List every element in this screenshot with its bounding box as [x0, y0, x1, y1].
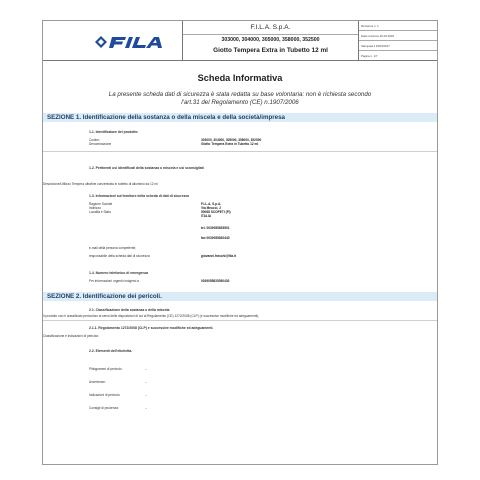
hazard-statements-value: -- — [145, 393, 148, 397]
telephone-value: tel. 0039055835501 — [201, 226, 230, 230]
divider — [43, 320, 437, 321]
ragione-sociale-label: Ragione Sociale — [89, 202, 113, 206]
precautionary-label: Consigli di prudenza: — [89, 406, 119, 410]
document-page — [42, 20, 438, 465]
divider — [43, 151, 437, 152]
emergency-label: Per informazioni urgenti rivolgersi a — [89, 279, 139, 283]
logo-cell — [43, 21, 183, 61]
logo-letter-1 — [109, 37, 126, 48]
revision-date-row: Data revisione 29-03-2018 — [359, 31, 437, 41]
emergency-value: 0039055835050430 — [201, 279, 230, 283]
denominazione-label: Denominazione — [89, 142, 112, 146]
section-2-title: SEZIONE 2. Identificazione dei pericoli. — [47, 293, 162, 300]
localita-label: Località e Stato — [89, 210, 111, 214]
subsection-1-3-heading: 1.3. Informazioni sul fornitore della scheda di dati di sicurezza — [89, 194, 189, 198]
subsection-1-4-heading: 1.4. Numero telefonico di emergenza — [89, 271, 148, 275]
product-codes: 303000, 304000, 305000, 358000, 352500 — [221, 37, 320, 43]
intro-line-1: La presente scheda dati di sicurezza è stata redatta su base volontaria: non è richiesta secondo — [108, 91, 372, 98]
stato-value: ITALIA — [201, 214, 212, 218]
ragione-sociale-value: F.I.L.A. S.p.A. — [201, 202, 222, 206]
precautionary-value: -- — [145, 406, 148, 410]
product-name: Giotto Tempera Extra in Tubetto 12 ml — [213, 47, 328, 54]
company-name: F.I.L.A. S.p.A. — [183, 21, 358, 35]
email-person-label: e-mail della persona competente, — [89, 246, 137, 250]
header-title-cell — [183, 21, 359, 61]
warnings-value: -- — [145, 380, 148, 384]
document-title: Scheda Informativa — [197, 73, 283, 83]
document-header — [43, 21, 437, 61]
indirizzo-label: Indirizzo — [89, 206, 101, 210]
classification-indications-text: Classificazione e indicazioni di pericolo: — [43, 334, 99, 338]
subsection-1-2-heading: 1.2. Pertinenti usi identificati della sostanza o miscela e usi sconsigliati — [89, 166, 204, 170]
pictograms-label: Pittogrammi di pericolo: — [89, 367, 123, 371]
hazard-statements-label: Indicazioni di pericolo: — [89, 393, 121, 397]
codice-label: Codice: — [89, 138, 100, 142]
intro-line-2: l'art.31 del Regolamento (CE) n.1907/2006 — [181, 99, 299, 106]
responsible-label: responsabile della scheda dati di sicurezza — [89, 254, 150, 258]
denominazione-value: Giotto Tempera Extra in Tubetto 12 ml — [201, 142, 259, 146]
revision-info — [359, 21, 437, 61]
codice-value: 303000, 304000, 305000, 358000, 352500 — [201, 138, 262, 142]
localita-value: 50068 SCOPETI (FI) — [201, 210, 231, 214]
subsection-2-1-1-heading: 2.1.1. Regolamento 1272/2008 (CLP) e successive modifiche ed adeguamenti. — [89, 326, 214, 330]
indirizzo-value: Via Meucci, 2 — [201, 206, 221, 210]
page-number-row: Pagina n. 1/7 — [361, 54, 378, 58]
logo-letter-3 — [132, 37, 146, 48]
email-value: giovanni.fraschi@fila.it — [201, 254, 236, 258]
uses-text: Descrizione/Utilizzo Tempera ultrafine concentrata in tubetto di alluminio da 12 ml — [43, 182, 158, 186]
logo-letter-2 — [125, 37, 133, 48]
print-date-row: Stampata il 15/03/2017 — [359, 41, 437, 51]
revision-row: Revisione n. 1 — [359, 21, 437, 31]
logo-letter-4 — [146, 37, 162, 48]
subsection-2-1-heading: 2.1. Classificazione della sostanza o della miscela. — [89, 308, 171, 312]
subsection-2-2-heading: 2.2. Elementi dell'etichetta. — [89, 349, 133, 353]
subsection-1-1-heading: 1.1. Identificatore del prodotto — [89, 130, 138, 134]
classification-text: Il prodotto non è classificato pericoloso ai sensi delle disposizioni di cui al Regolamento (CE) 1272/2008 (CLP) (e successive modifiche ed adeguamenti). — [43, 314, 260, 318]
fila-logo-icon — [94, 35, 182, 49]
fax-value: fax 0039055830440 — [201, 236, 230, 240]
warnings-label: Avvertenze: — [89, 380, 106, 384]
section-1-title: SEZIONE 1. Identificazione della sostanza o della miscela e della società/impresa — [47, 114, 285, 121]
pictograms-value: -- — [145, 367, 148, 371]
